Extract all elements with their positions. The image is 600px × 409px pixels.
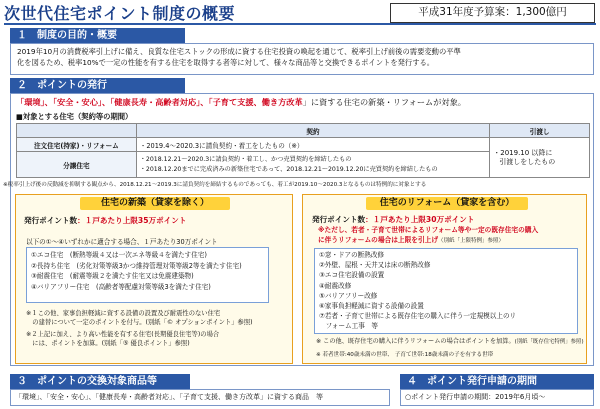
title-underline (4, 23, 596, 25)
section-4-header: ４ ポイント発行申請の期間 (400, 374, 594, 389)
newbuild-header: 住宅の新築（貸家を除く） (80, 197, 230, 210)
row-sale-contract: ・2018.12.21～2020.3に請負契約・着工し、かつ売買契約を締結したもの ・2018.12.20までに完成済みの新築住宅であって、2018.12.21～2019.12.20に売買契約を締結したもの (136, 152, 490, 178)
period-table (16, 123, 590, 178)
row-custom-label: 注文住宅(持家)・リフォーム (17, 138, 137, 152)
table-note: ※税率引上げ後の反動減を抑制する観点から、2018.12.21～2019.3に請負契約を締結するものであっても、着工が2019.10～2020.3となるものは特例的に対象とする (3, 182, 427, 188)
section-3-box: 「環境」、「安全・安心」、「健康長寿・高齢者対応」、「子育て支援、働き方改革」に資する商品 等 (10, 389, 390, 406)
keyword-environment: 環境 (24, 97, 41, 107)
reform-item: ③エコ住宅設備の設置 (319, 271, 385, 280)
reform-item: ⑥家事負担軽減に資する設備の設置 (319, 302, 424, 311)
budget-box: 平成31年度予算案：1,300億円 (390, 3, 595, 23)
table-title: ■対象とする住宅（契約等の期間） (16, 112, 133, 121)
keyword-safety: 安全・安心 (56, 97, 98, 107)
reform-points: 発行ポイント数：１戸あたり上限30万ポイント (312, 215, 475, 224)
section-2-header: ２ ポイントの発行 (10, 78, 185, 93)
page-title: 次世代住宅ポイント制度の概要 (4, 4, 236, 23)
purpose-line-1: 2019年10月の消費税率引上げに備え、良質な住宅ストックの形成に資する住宅投資の喚起を通じて、税率引上げ前後の需要変動の平準 (17, 47, 461, 56)
delivery-cell: ・2019.10 以降に 引渡しをしたもの (490, 138, 590, 178)
newbuild-item: ④バリアフリー住宅 (高齢者等配慮対策等級3を満たす住宅) (31, 282, 211, 291)
col-delivery: 引渡し (490, 124, 590, 138)
purpose-line-2: 化を図るため、税率10%で一定の性能を有する住宅を取得する者等に対して、様々な商品等と交換できるポイントを発行する。 (17, 58, 435, 67)
reform-item: ⑤バリアフリー改修 (319, 291, 378, 300)
section-3-header: ３ ポイントの交換対象商品等 (10, 374, 190, 389)
row-custom-contract: ・2019.4～2020.3に請負契約・着工をしたもの（※） (136, 138, 490, 152)
newbuild-notes: ※１この他、家事負担軽減に資する設備の設置及び耐震性のない住宅 の建替について一定のポイントを付与。(別紙「© オプションポイント」参照) ※２上記に加え、より高い性能を有する住宅(長期優良住宅等)の場合 には、ポイントを加算。(別紙「⑤ 優良ポイント」参照) (26, 310, 253, 347)
reform-list (314, 248, 578, 334)
newbuild-points: 発行ポイント数：１戸あたり上限35万ポイント (24, 216, 187, 225)
reform-item: ②外壁、屋根・天井又は床の断熱改修 (319, 261, 431, 270)
section-1-box (10, 43, 594, 75)
col-contract: 契約 (136, 124, 490, 138)
reform-item: ④耐震改修 (319, 281, 352, 290)
keyword-childcare: 子育て支援、働き方改革 (212, 97, 303, 107)
section-4-box: ○ポイント発行申請の期間：2019年6月頃～ (400, 389, 594, 406)
reform-item: ①窓・ドアの断熱改修 (319, 251, 385, 259)
newbuild-list (26, 247, 269, 303)
reform-condition: ※ただし、若者・子育て世帯によるリフォーム等や一定の既存住宅の購入 に伴うリフォームの場合は上限を引上げ（別紙「上限特例」参照） (318, 226, 539, 244)
reform-item: ⑦若者・子育て世帯による既存住宅の購入に伴う一定規模以上のリ (319, 312, 517, 321)
reform-header: 住宅のリフォーム（貸家を含む） (366, 197, 528, 210)
newbuild-item: ①エコ住宅 (断熱等級４又は一次エネ等級４を満たす住宅) (31, 251, 207, 259)
reform-notes: ※ この他、既存住宅の購入に伴うリフォームの場合はポイントを加算。(別紙「既存住宅特例」参照) ※ 若者世帯:40歳未満の世帯、 子育て世帯:18歳未満の子を有する世帯 (316, 338, 584, 358)
target-suffix: 」に資する住宅の新築・リフォームが対象。 (302, 97, 466, 107)
keyword-health: 健康長寿・高齢者対応 (114, 97, 197, 107)
newbuild-sub: 以下の①～④いずれかに適合する場合、１戸あたり30万ポイント (26, 238, 218, 246)
reform-item: フォーム工事 等 (319, 322, 379, 331)
section-1-header: １ 制度の目的・概要 (10, 28, 185, 43)
row-sale-label: 分譲住宅 (17, 152, 137, 178)
newbuild-item: ②長持ち住宅 (劣化対策等級3かつ維持管理対策等級2等を満たす住宅) (31, 261, 242, 270)
target-statement: 「環境」、「安全・安心」、「健康長寿・高齢者対応」、「子育て支援、働き方改革」に資する住宅の新築・リフォームが対象。 (16, 97, 466, 107)
newbuild-item: ③耐震住宅 (耐震等級２を満たす住宅又は免震建築物) (31, 272, 194, 280)
